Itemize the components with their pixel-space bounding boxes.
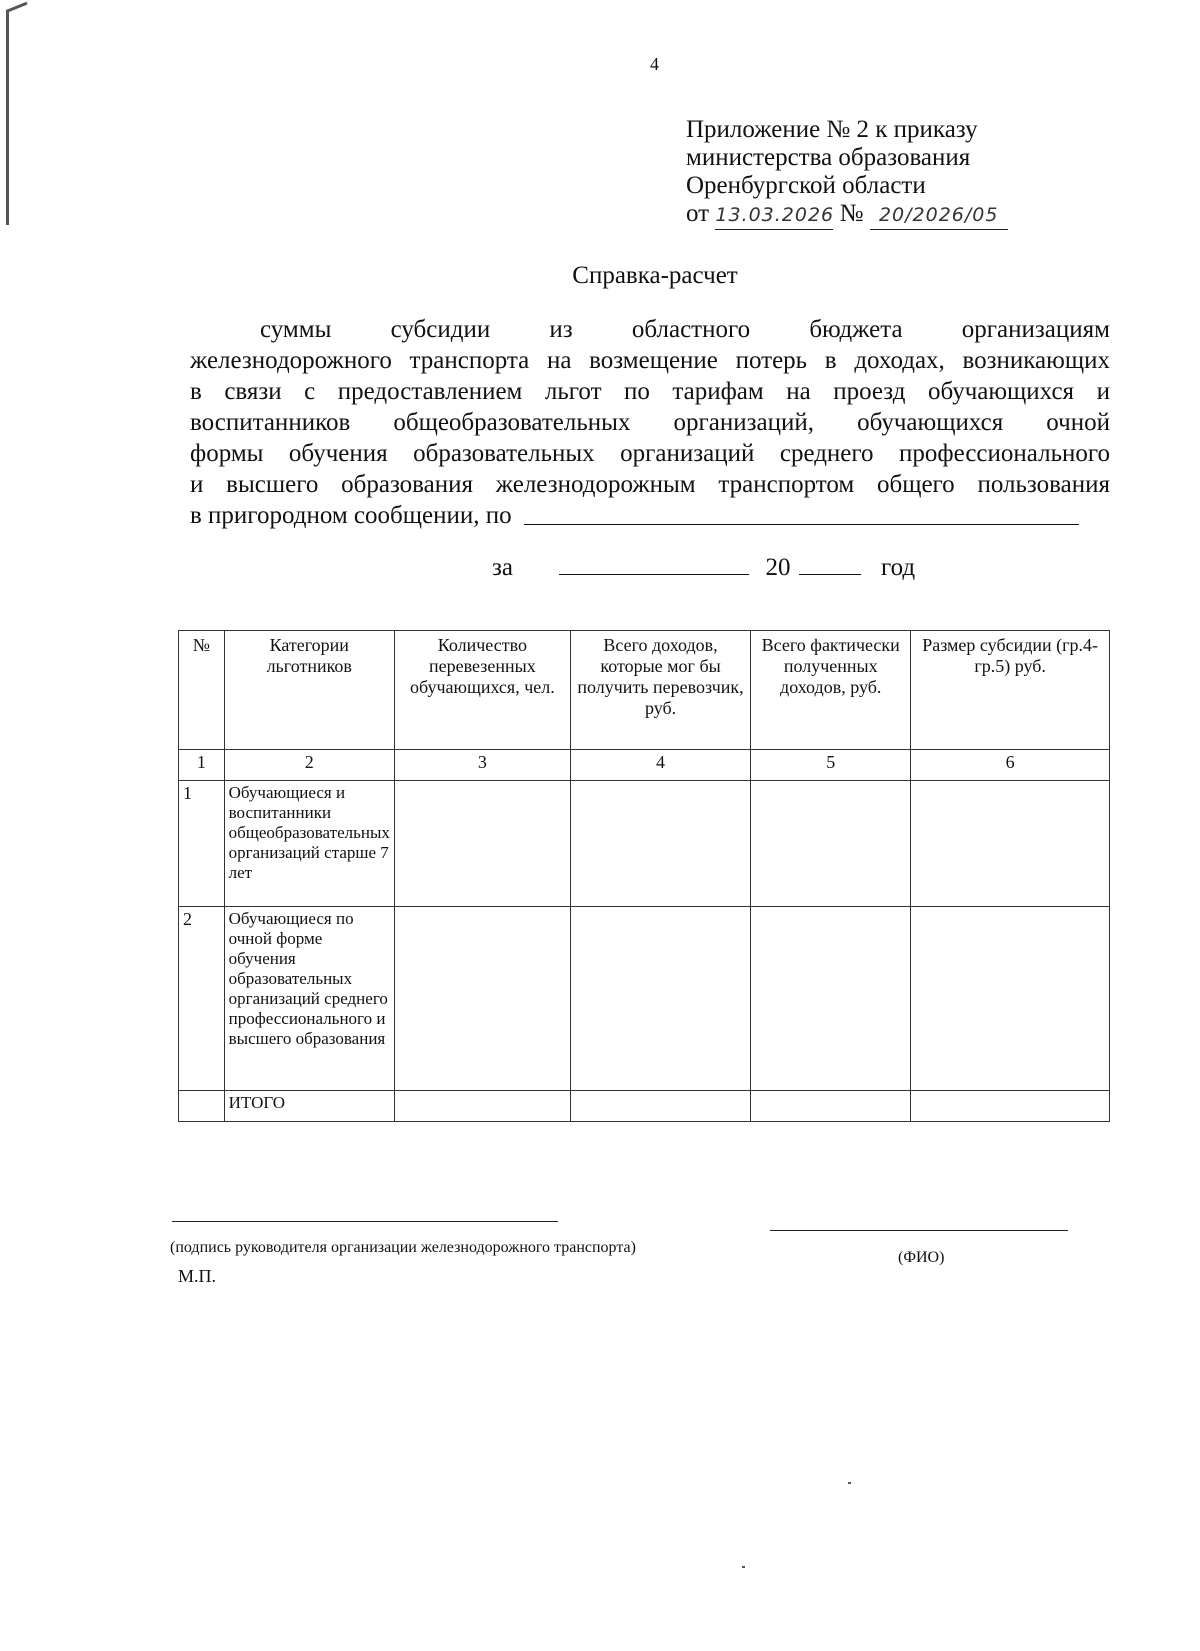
body-word: суммы — [260, 316, 332, 343]
total-subsidy-cell — [911, 1091, 1110, 1122]
column-header: Категории льготников — [224, 631, 394, 750]
body-word: и — [1096, 378, 1110, 405]
table-row — [179, 907, 1110, 1091]
body-word: образовательных — [413, 440, 595, 467]
potential-income-cell — [570, 907, 750, 1091]
table-row — [179, 781, 1110, 907]
signature-caption: (подпись руководителя организации железнодорожного транспорта) — [170, 1239, 636, 1256]
column-header: № — [179, 631, 225, 750]
total-label: ИТОГО — [224, 1091, 394, 1122]
body-word: транспортом — [718, 471, 855, 498]
body-word: воспитанников — [190, 409, 351, 436]
scan-edge — [6, 10, 9, 225]
body-word: возникающих — [962, 347, 1110, 374]
period-line — [492, 552, 915, 582]
body-word: транспорта — [409, 347, 530, 374]
body-word: субсидии — [390, 316, 491, 343]
row-number: 2 — [179, 907, 225, 1091]
body-word: тарифам — [672, 378, 764, 405]
body-word: профессионального — [899, 440, 1110, 467]
passengers-cell — [394, 907, 570, 1091]
fio-line — [770, 1230, 1068, 1231]
column-number: 2 — [224, 750, 394, 781]
column-header: Размер субсидии (гр.4-гр.5) руб. — [911, 631, 1110, 750]
appendix-line-3: Оренбургской области — [686, 172, 926, 199]
body-line-5 — [190, 438, 1110, 469]
body-word: в — [190, 378, 202, 405]
body-line-4 — [190, 407, 1110, 438]
column-number: 3 — [394, 750, 570, 781]
body-word: общего — [876, 471, 955, 498]
column-number: 1 — [179, 750, 225, 781]
body-word: в — [824, 347, 837, 374]
body-word: льгот — [544, 378, 602, 405]
column-number: 4 — [570, 750, 750, 781]
signature-line — [172, 1221, 558, 1222]
column-header: Всего доходов, которые мог бы получить перевозчик, руб. — [570, 631, 750, 750]
body-word: потерь — [735, 347, 808, 374]
actual-income-cell — [751, 907, 911, 1091]
subsidy-cell — [911, 907, 1110, 1091]
total-row — [179, 1091, 1110, 1122]
body-word: доходах, — [854, 347, 945, 374]
from-label: от — [686, 200, 710, 227]
body-word: пользования — [977, 471, 1110, 498]
column-header: Всего фактически полученных доходов, руб. — [751, 631, 911, 750]
body-word: высшего — [226, 471, 319, 498]
body-word: организаций, — [673, 409, 814, 436]
appendix-header — [686, 116, 1046, 230]
handwritten-date: 13.03.2026 — [715, 201, 833, 230]
body-line-3 — [190, 376, 1110, 407]
period-za-label: за — [492, 554, 513, 581]
body-word: на — [786, 378, 811, 405]
scan-speck — [742, 1566, 745, 1568]
document-title: Справка-расчет — [572, 262, 738, 289]
handwritten-order-number: 20/2026/05 — [870, 201, 1008, 230]
fio-caption: (ФИО) — [898, 1249, 945, 1266]
body-word: и — [190, 471, 204, 498]
potential-income-cell — [570, 781, 750, 907]
document-body — [190, 314, 1110, 531]
body-word: среднего — [779, 440, 874, 467]
year-prefix: 20 — [765, 554, 791, 581]
year-fill-line — [799, 552, 861, 575]
appendix-line-2: министерства образования — [686, 144, 971, 171]
total-row-number — [179, 1091, 225, 1122]
body-word: железнодорожного — [190, 347, 392, 374]
body-word: обучающихся — [857, 409, 1004, 436]
body-word: предоставлением — [337, 378, 523, 405]
passengers-cell — [394, 781, 570, 907]
subsidy-cell — [911, 781, 1110, 907]
column-number-row — [179, 750, 1110, 781]
number-label: № — [839, 200, 864, 227]
body-word: проезд — [833, 378, 906, 405]
body-word: с — [304, 378, 316, 405]
stamp-place-label: М.П. — [178, 1266, 217, 1286]
body-word: бюджета — [809, 316, 903, 343]
period-fill-line — [559, 552, 749, 575]
body-word: областного — [631, 316, 751, 343]
column-header: Количество перевезенных обучающихся, чел. — [394, 631, 570, 750]
body-word: возмещение — [589, 347, 718, 374]
row-number: 1 — [179, 781, 225, 907]
scan-speck — [848, 1482, 851, 1484]
category-cell: Обучающиеся и воспитанники общеобразовательных организаций старше 7 лет — [224, 781, 394, 907]
body-line-2 — [190, 345, 1110, 376]
body-word: на — [546, 347, 572, 374]
total-potential-income-cell — [570, 1091, 750, 1122]
actual-income-cell — [751, 781, 911, 907]
body-word: общеобразовательных — [393, 409, 631, 436]
body-word: железнодорожным — [495, 471, 696, 498]
total-passengers-cell — [394, 1091, 570, 1122]
body-word: обучающихся — [927, 378, 1075, 405]
body-word: формы — [190, 440, 264, 467]
category-cell: Обучающиеся по очной форме обучения образовательных организаций среднего профессионального и высшего образования — [224, 907, 394, 1091]
year-suffix: год — [880, 554, 916, 581]
calculation-table — [178, 630, 1110, 1122]
appendix-line-1: Приложение № 2 к приказу — [686, 116, 978, 143]
body-word: связи — [224, 378, 282, 405]
scan-edge-corner — [6, 2, 28, 13]
body-word: организациям — [961, 316, 1110, 343]
body-word: очной — [1046, 409, 1110, 436]
body-word: обучения — [288, 440, 388, 467]
carrier-fill-line — [524, 500, 1079, 525]
column-number: 5 — [751, 750, 911, 781]
page-number: 4 — [650, 54, 659, 74]
appendix-order-line — [686, 200, 1046, 230]
body-line-6 — [190, 469, 1110, 500]
body-word: образования — [341, 471, 474, 498]
body-line-7-text: в пригородном сообщении, по — [190, 502, 512, 529]
body-word: из — [549, 316, 573, 343]
column-number: 6 — [911, 750, 1110, 781]
table-header-row — [179, 631, 1110, 750]
body-word: по — [624, 378, 650, 405]
body-line-1 — [190, 314, 1110, 345]
body-line-7 — [190, 500, 1110, 531]
body-word: организаций — [620, 440, 755, 467]
total-actual-income-cell — [751, 1091, 911, 1122]
